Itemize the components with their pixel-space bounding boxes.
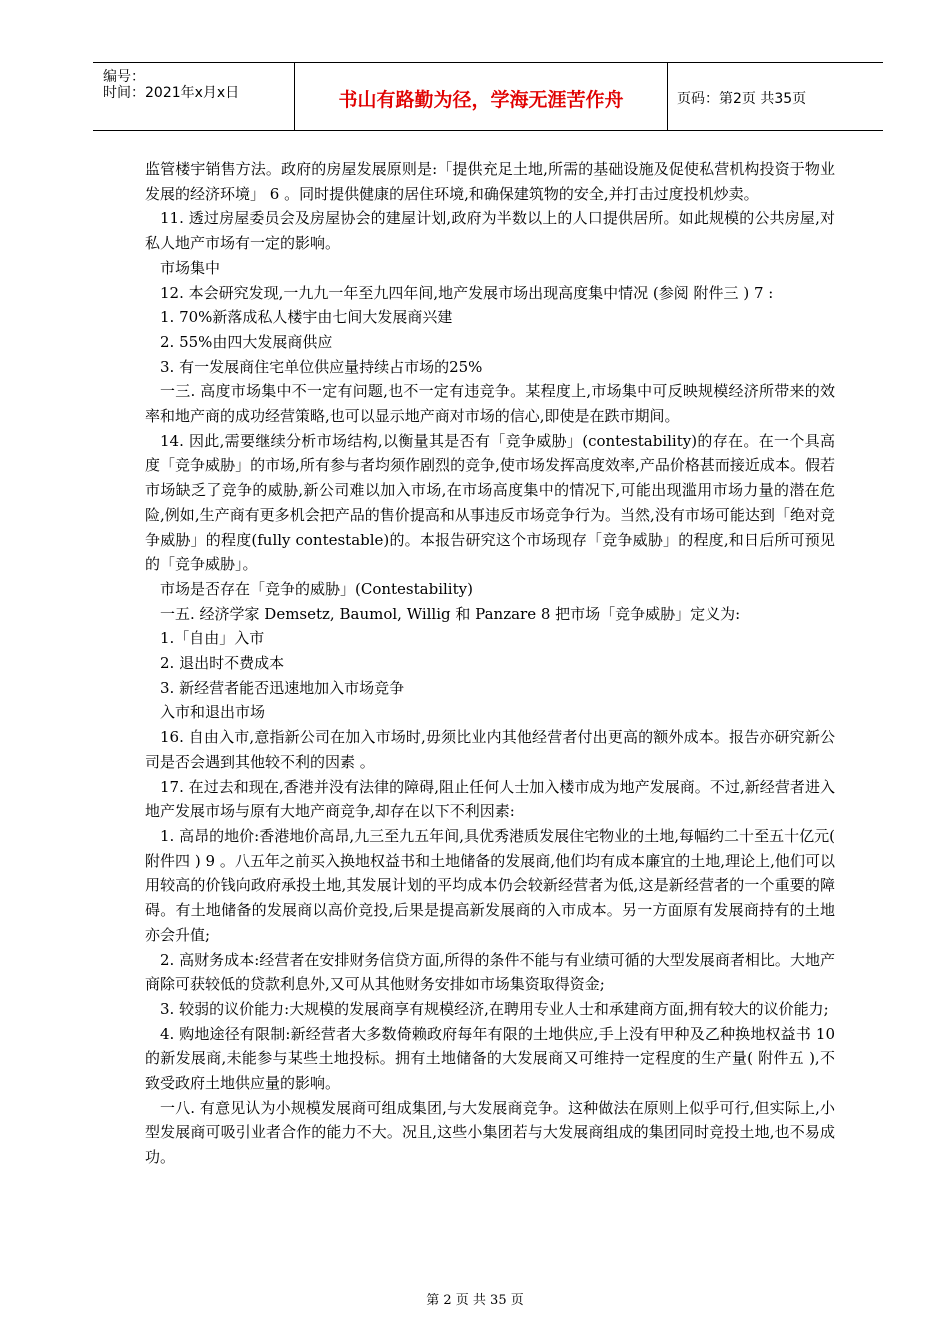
- paragraph: 一三. 高度市场集中不一定有问题,也不一定有违竞争。某程度上,市场集中可反映规模经济所带来的效率和地产商的成功经营策略,也可以显示地产商对市场的信心,即使是在跌市期间。: [145, 382, 835, 426]
- paragraph: 1.「自由」入市: [160, 629, 265, 648]
- paragraph: 3. 较弱的议价能力:大规模的发展商享有规模经济,在聘用专业人士和承建商方面,拥有较大的议价能力;: [160, 999, 829, 1018]
- paragraph: 市场集中: [160, 258, 221, 277]
- header-left-cell: [93, 63, 294, 130]
- page-header: [93, 62, 883, 131]
- header-right-cell: [667, 63, 883, 130]
- serial-label: 编号：: [103, 69, 145, 85]
- paragraph: 12. 本会研究发现,一九九一年至九四年间,地产发展市场出现高度集中情况 (参阅 附件三 ) 7 :: [160, 283, 774, 302]
- paragraph: 3. 新经营者能否迅速地加入市场竞争: [160, 678, 405, 697]
- paragraph: 11. 透过房屋委员会及房屋协会的建屋计划,政府为半数以上的人口提供居所。如此规模的公共房屋,对私人地产市场有一定的影响。: [145, 209, 835, 253]
- paragraph: 2. 退出时不费成本: [160, 654, 285, 673]
- paragraph: 3. 有一发展商住宅单位供应量持续占市场的25%: [160, 357, 483, 376]
- paragraph: 16. 自由入市,意指新公司在加入市场时,毋须比业内其他经营者付出更高的额外成本。报告亦研究新公司是否会遇到其他较不利的因素 。: [145, 728, 835, 771]
- paragraph: 2. 55%由四大发展商供应: [160, 332, 333, 351]
- time-label: 时间：2021年x月x日: [103, 85, 240, 101]
- document-body: [145, 157, 835, 1170]
- paragraph: 1. 高昂的地价:香港地价高昂,九三至九五年间,具优秀港质发展住宅物业的土地,每幅约二十至五十亿元( 附件四 ) 9 。八五年之前买入换地权益书和土地储备的发展商,他们均有成本廉宜的土地,理论上,他们可以用较高的价钱向政府承投土地,其发展计划的平均成本仍会较新经营者为低,这是新经营者的一个重要的障碍。有土地储备的发展商以高价竞投,后果是提高新发展商的入市成本。另一方面原有发展商持有的土地亦会升值;: [145, 826, 835, 944]
- paragraph: 17. 在过去和现在,香港并没有法律的障碍,阻止任何人士加入楼市成为地产发展商。不过,新经营者进入地产发展市场与原有大地产商竞争,却存在以下不利因素:: [145, 777, 835, 821]
- page-info: 页码：第2页 共35页: [677, 91, 807, 107]
- page-footer: 第 2 页 共 35 页: [426, 1293, 524, 1308]
- paragraph: 一五. 经济学家 Demsetz, Baumol, Willig 和 Panzare 8 把市场「竞争威胁」定义为:: [160, 604, 741, 623]
- paragraph: 入市和退出市场: [160, 703, 266, 722]
- paragraph: 1. 70%新落成私人楼宇由七间大发展商兴建: [160, 308, 453, 327]
- paragraph: 4. 购地途径有限制:新经营者大多数倚赖政府每年有限的土地供应,手上没有甲种及乙种换地权益书 10 的新发展商,未能参与某些土地投标。拥有土地储备的大发展商又可维持一定程度的生产量( 附件五 ),不致受政府土地供应量的影响。: [145, 1024, 835, 1093]
- paragraph: 一八. 有意见认为小规模发展商可组成集团,与大发展商竞争。这种做法在原则上似乎可行,但实际上,小型发展商可吸引业者合作的能力不大。况且,这些小集团若与大发展商组成的集团同时竞投土地,也不易成功。: [145, 1098, 835, 1167]
- motto-text: 书山有路勤为径，学海无涯苦作舟: [338, 89, 624, 111]
- paragraph: 市场是否存在「竞争的威胁」(Contestability): [160, 579, 473, 598]
- header-center-cell: [294, 63, 668, 130]
- paragraph: 2. 高财务成本:经营者在安排财务信贷方面,所得的条件不能与有业绩可循的大型发展商者相比。大地产商除可获较低的贷款利息外,又可从其他财务安排如市场集资取得资金;: [145, 950, 835, 994]
- paragraph: 14. 因此,需要继续分析市场结构,以衡量其是否有「竞争威胁」(contestability)的存在。在一个具高度「竞争威胁」的市场,所有参与者均须作剧烈的竞争,使市场发挥高度效率,产品价格甚而接近成本。假若市场缺乏了竞争的威胁,新公司难以加入市场,在市场高度集中的情况下,可能出现滥用市场力量的潜在危险,例如,生产商有更多机会把产品的售价提高和从事违反市场竞争行为。当然,没有市场可能达到「绝对竞争威胁」的程度(fully contestable)的。本报告研究这个市场现存「竞争威胁」的程度,和日后所可预见的「竞争威胁」。: [145, 431, 835, 574]
- paragraph: 监管楼宇销售方法。政府的房屋发展原则是:「提供充足土地,所需的基础设施及促使私营机构投资于物业发展的经济环境」 6 。同时提供健康的居住环境,和确保建筑物的安全,并打击过度投机炒卖。: [145, 160, 835, 203]
